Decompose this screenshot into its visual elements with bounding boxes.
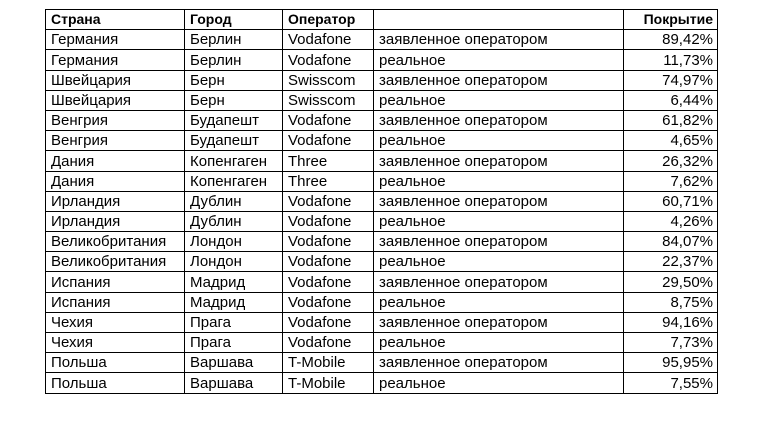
cell-country: Дания [46,171,185,191]
cell-country: Великобритания [46,252,185,272]
cell-country: Польша [46,353,185,373]
cell-coverage: 89,42% [624,30,718,50]
cell-coverage: 11,73% [624,50,718,70]
cell-city: Варшава [185,353,283,373]
cell-operator: Vodafone [283,211,374,231]
cell-type: реальное [374,50,624,70]
cell-city: Будапешт [185,131,283,151]
table-row [46,312,718,332]
cell-city: Берн [185,90,283,110]
header-country: Страна [46,10,185,30]
coverage-table [45,9,718,394]
cell-coverage: 22,37% [624,252,718,272]
cell-type: реальное [374,171,624,191]
cell-coverage: 61,82% [624,110,718,130]
header-type [374,10,624,30]
cell-city: Копенгаген [185,171,283,191]
cell-country: Великобритания [46,232,185,252]
cell-coverage: 6,44% [624,90,718,110]
cell-operator: Three [283,151,374,171]
cell-city: Мадрид [185,272,283,292]
cell-country: Венгрия [46,110,185,130]
cell-type: реальное [374,292,624,312]
cell-city: Дублин [185,191,283,211]
cell-coverage: 95,95% [624,353,718,373]
table-row [46,191,718,211]
cell-city: Лондон [185,232,283,252]
table-row [46,30,718,50]
cell-city: Прага [185,312,283,332]
cell-country: Польша [46,373,185,393]
table-row [46,353,718,373]
table-row [46,50,718,70]
cell-coverage: 4,65% [624,131,718,151]
cell-country: Германия [46,50,185,70]
header-row [46,10,718,30]
table-row [46,90,718,110]
cell-city: Берлин [185,30,283,50]
table-row [46,333,718,353]
cell-operator: Vodafone [283,110,374,130]
header-city: Город [185,10,283,30]
cell-country: Чехия [46,312,185,332]
cell-operator: Swisscom [283,70,374,90]
cell-coverage: 4,26% [624,211,718,231]
cell-type: реальное [374,333,624,353]
cell-type: заявленное оператором [374,272,624,292]
cell-coverage: 8,75% [624,292,718,312]
cell-operator: Vodafone [283,50,374,70]
cell-type: реальное [374,252,624,272]
table-body [46,30,718,393]
cell-type: реальное [374,90,624,110]
cell-operator: T-Mobile [283,353,374,373]
cell-type: реальное [374,131,624,151]
table-row [46,131,718,151]
cell-operator: Swisscom [283,90,374,110]
cell-operator: T-Mobile [283,373,374,393]
cell-city: Варшава [185,373,283,393]
cell-operator: Three [283,171,374,191]
cell-operator: Vodafone [283,191,374,211]
cell-type: заявленное оператором [374,353,624,373]
cell-type: реальное [374,211,624,231]
cell-type: заявленное оператором [374,70,624,90]
cell-coverage: 94,16% [624,312,718,332]
table-row [46,110,718,130]
header-operator: Оператор [283,10,374,30]
cell-country: Германия [46,30,185,50]
cell-country: Испания [46,292,185,312]
cell-operator: Vodafone [283,252,374,272]
cell-country: Швейцария [46,90,185,110]
cell-country: Ирландия [46,191,185,211]
cell-operator: Vodafone [283,333,374,353]
cell-coverage: 7,62% [624,171,718,191]
table-row [46,252,718,272]
cell-city: Берлин [185,50,283,70]
cell-type: заявленное оператором [374,110,624,130]
header-coverage: Покрытие [624,10,718,30]
cell-coverage: 7,55% [624,373,718,393]
cell-type: заявленное оператором [374,312,624,332]
cell-country: Чехия [46,333,185,353]
table-row [46,292,718,312]
cell-city: Будапешт [185,110,283,130]
cell-coverage: 84,07% [624,232,718,252]
cell-operator: Vodafone [283,272,374,292]
table-row [46,171,718,191]
cell-coverage: 7,73% [624,333,718,353]
cell-operator: Vodafone [283,312,374,332]
cell-type: заявленное оператором [374,191,624,211]
cell-country: Ирландия [46,211,185,231]
table-row [46,151,718,171]
cell-coverage: 29,50% [624,272,718,292]
table-row [46,232,718,252]
cell-country: Швейцария [46,70,185,90]
cell-type: заявленное оператором [374,30,624,50]
table-row [46,373,718,393]
cell-type: заявленное оператором [374,151,624,171]
cell-country: Дания [46,151,185,171]
cell-operator: Vodafone [283,30,374,50]
cell-coverage: 74,97% [624,70,718,90]
cell-operator: Vodafone [283,292,374,312]
cell-type: заявленное оператором [374,232,624,252]
cell-city: Лондон [185,252,283,272]
cell-city: Дублин [185,211,283,231]
table-row [46,272,718,292]
cell-operator: Vodafone [283,131,374,151]
cell-country: Венгрия [46,131,185,151]
cell-coverage: 26,32% [624,151,718,171]
cell-country: Испания [46,272,185,292]
cell-city: Прага [185,333,283,353]
cell-type: реальное [374,373,624,393]
table-row [46,211,718,231]
cell-operator: Vodafone [283,232,374,252]
cell-coverage: 60,71% [624,191,718,211]
table-row [46,70,718,90]
cell-city: Мадрид [185,292,283,312]
cell-city: Копенгаген [185,151,283,171]
cell-city: Берн [185,70,283,90]
